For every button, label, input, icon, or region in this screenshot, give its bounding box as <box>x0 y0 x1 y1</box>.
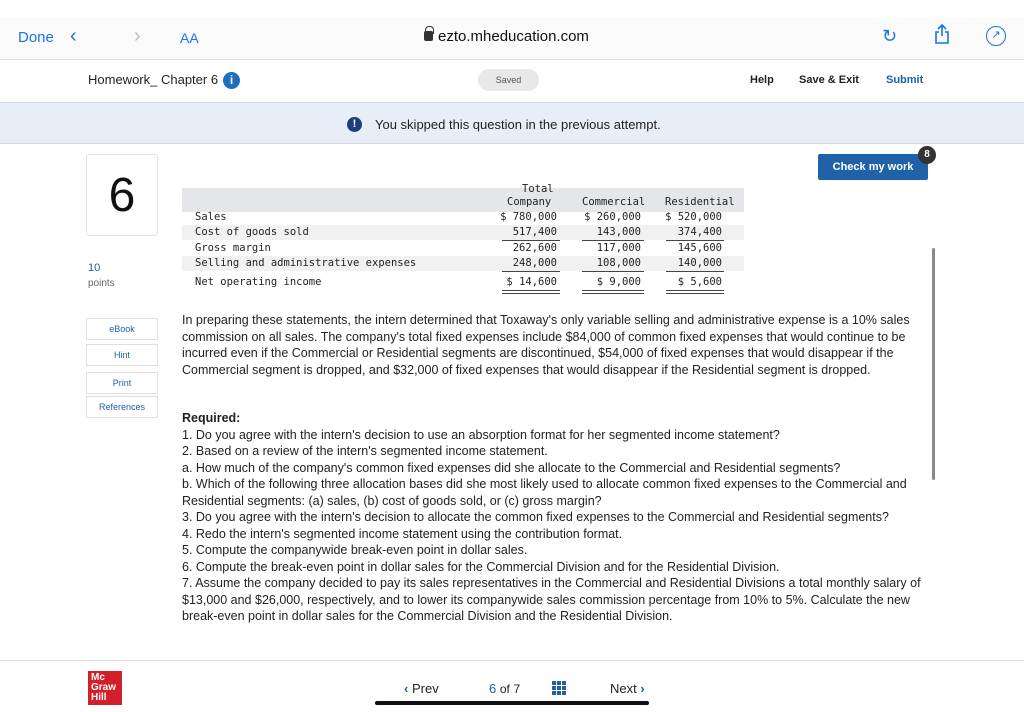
prev-button[interactable] <box>404 681 439 696</box>
back-arrow-icon[interactable]: ‹ <box>70 25 77 47</box>
cell-residential: $ 5,600 <box>677 276 722 288</box>
saved-status-badge: Saved <box>478 69 539 91</box>
skipped-message: You skipped this question in the previous attempt. <box>375 117 661 132</box>
required-item: 1. Do you agree with the intern's decision to use an absorption format for her segmented income statement? <box>182 427 780 442</box>
mcgraw-hill-logo <box>88 671 122 705</box>
check-my-work-label: Check my work <box>832 161 914 173</box>
table-row <box>182 275 744 290</box>
header-total: Total <box>522 183 554 195</box>
cell-residential: $ 520,000 <box>665 211 722 223</box>
cell-commercial: $ 9,000 <box>596 276 641 288</box>
required-item: 3. Do you agree with the intern's decision to allocate the common fixed expenses to the Commercial and Residential segments? <box>182 510 889 524</box>
cell-total: 262,600 <box>512 242 557 254</box>
done-button[interactable]: Done <box>18 29 54 46</box>
required-item: 2. Based on a review of the intern's segmented income statement. <box>182 444 548 458</box>
cell-residential: 140,000 <box>677 257 722 269</box>
required-item: 5. Compute the companywide break-even point in dollar sales. <box>182 543 528 557</box>
assignment-title-text: Homework_ Chapter 6 <box>88 72 219 87</box>
table-row <box>182 256 744 271</box>
page-of: of <box>499 682 510 696</box>
share-icon[interactable] <box>934 24 950 44</box>
print-button[interactable]: Print <box>86 372 158 394</box>
header-company: Company <box>507 196 552 208</box>
points-value: 10 <box>88 262 101 274</box>
row-label: Gross margin <box>195 242 271 254</box>
double-underline <box>502 293 560 294</box>
cell-total: 517,400 <box>512 226 557 238</box>
text-size-button[interactable]: AA <box>180 30 199 46</box>
page-total: 7 <box>513 682 521 696</box>
grid-icon[interactable] <box>552 681 566 695</box>
required-item: b. Which of the following three allocation bases did she most likely used to allocate common fixed expenses to the Commercial and Residential segments: (a) sales, (b) cost of goods sold, or (c) gross margin? <box>182 477 907 508</box>
cell-total: $ 780,000 <box>500 211 557 223</box>
cell-total: $ 14,600 <box>506 276 557 288</box>
required-section <box>182 410 934 625</box>
assignment-title <box>88 72 240 89</box>
cell-residential: 145,600 <box>677 242 722 254</box>
logo-text: Mc <box>91 672 105 683</box>
chevron-right-icon: › <box>640 681 645 696</box>
page-indicator[interactable] <box>489 681 520 696</box>
required-item: 4. Redo the intern's segmented income statement using the contribution format. <box>182 526 623 541</box>
check-my-work-button[interactable] <box>818 149 930 180</box>
assignment-header <box>0 60 1024 102</box>
header-residential: Residential <box>665 196 735 208</box>
double-underline <box>666 290 724 291</box>
cell-commercial: $ 260,000 <box>584 211 641 223</box>
status-bar <box>0 0 1024 18</box>
check-attempts-badge: 8 <box>918 146 936 164</box>
submit-link[interactable]: Submit <box>886 74 924 86</box>
underline <box>502 271 560 272</box>
info-icon[interactable]: i <box>223 72 240 89</box>
compass-icon[interactable]: ↗ <box>986 26 1006 46</box>
table-row <box>182 210 744 225</box>
required-item: 6. Compute the break-even point in dollar sales for the Commercial Division and for the Residential Division. <box>182 559 780 574</box>
prev-label: Prev <box>411 681 439 696</box>
row-label: Cost of goods sold <box>195 226 309 238</box>
reload-icon[interactable]: ↻ <box>882 26 898 46</box>
references-button[interactable]: References <box>86 396 158 418</box>
problem-paragraph: In preparing these statements, the intern determined that Toxaway's only variable selling and administrative expense is a 10% sales commission on all sales. The company's total fixed expenses include $84,000 of common fixed expenses that would continue to be incurred even if the Commercial or Residential segments are discontinued, $54,000 of fixed expenses that would disappear if the Commercial segment is dropped, and $32,000 of fixed expenses that would disappear if the Residential segment is dropped. <box>182 313 910 377</box>
logo-text: Graw <box>91 682 117 693</box>
required-item: a. How much of the company's common fixed expenses did she allocate to the Commercial and Residential segments? <box>182 460 841 475</box>
double-underline <box>582 293 644 294</box>
next-button[interactable] <box>610 681 645 696</box>
lock-icon <box>424 31 433 41</box>
row-label: Sales <box>195 211 227 223</box>
cell-commercial: 108,000 <box>596 257 641 269</box>
cell-commercial: 117,000 <box>596 242 641 254</box>
scrollbar[interactable] <box>932 248 935 480</box>
required-item: 7. Assume the company decided to pay its sales representatives in the Commercial and Residential Divisions a total monthly salary of $13,000 and $26,000, respectively, and to lower its companywide sales commission percentage from 10% to 5%. Calculate the new break-even point in dollar sales for the Commercial Division and the Residential Division. <box>182 576 921 623</box>
header-commercial: Commercial <box>582 196 646 208</box>
question-number: 6 <box>86 154 158 236</box>
home-indicator[interactable] <box>375 701 649 705</box>
browser-toolbar <box>0 18 1024 60</box>
address-bar[interactable] <box>424 28 589 45</box>
logo-text: Hill <box>91 692 107 703</box>
row-label: Selling and administrative expenses <box>195 257 417 269</box>
double-underline <box>502 290 560 291</box>
chevron-left-icon: ‹ <box>404 681 409 696</box>
table-row <box>182 225 744 240</box>
table-row <box>182 241 744 256</box>
required-title: Required: <box>182 411 241 425</box>
double-underline <box>582 290 644 291</box>
url-text: ezto.mheducation.com <box>438 28 589 45</box>
skipped-banner <box>0 102 1024 144</box>
page-current: 6 <box>489 681 497 696</box>
ebook-button[interactable]: eBook <box>86 318 158 340</box>
underline <box>666 271 724 272</box>
alert-icon: ! <box>347 117 362 132</box>
cell-total: 248,000 <box>512 257 557 269</box>
hint-button[interactable]: Hint <box>86 344 158 366</box>
cell-commercial: 143,000 <box>596 226 641 238</box>
points-label: points <box>88 278 115 289</box>
row-label: Net operating income <box>195 276 322 288</box>
save-exit-link[interactable]: Save & Exit <box>799 74 859 86</box>
help-link[interactable]: Help <box>750 74 774 86</box>
forward-arrow-icon[interactable]: › <box>134 25 141 47</box>
double-underline <box>666 293 724 294</box>
cell-residential: 374,400 <box>677 226 722 238</box>
next-label: Next <box>610 681 637 696</box>
table-header-background <box>182 188 744 212</box>
underline <box>582 271 644 272</box>
